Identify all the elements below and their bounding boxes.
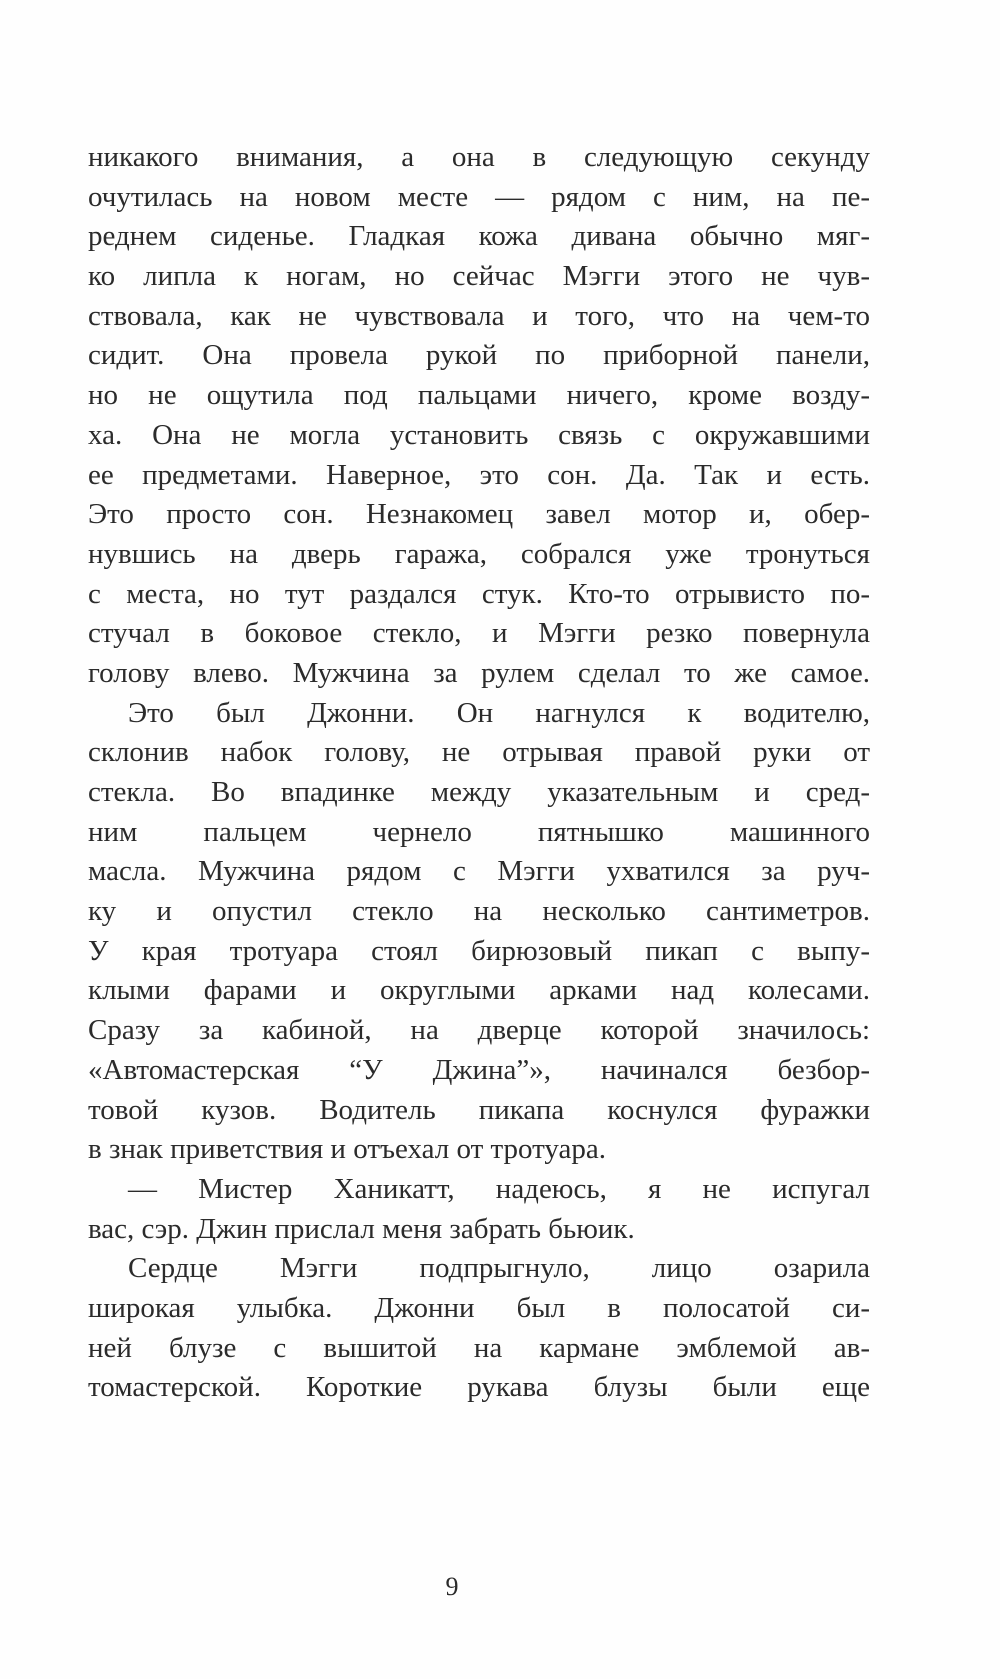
text-line: нувшись на дверь гаража, собрался уже тронуться bbox=[88, 537, 870, 570]
text-line: ха. Она не могла установить связь с окружавшими bbox=[88, 418, 870, 451]
paragraph bbox=[88, 694, 870, 1170]
text-line: У края тротуара стоял бирюзовый пикап с выпу- bbox=[88, 934, 870, 967]
text-line: ее предметами. Наверное, это сон. Да. Так и есть. bbox=[88, 458, 870, 491]
text-line: Это был Джонни. Он нагнулся к водителю, bbox=[128, 696, 870, 729]
text-line: стекла. Во впадинке между указательным и сред- bbox=[88, 776, 870, 808]
paragraph-dialogue bbox=[88, 1170, 870, 1249]
text-line: томастерской. Короткие рукава блузы были еще bbox=[88, 1371, 870, 1404]
body-text bbox=[88, 138, 870, 1408]
text-line: Это просто сон. Незнакомец завел мотор и, обер- bbox=[88, 498, 870, 531]
text-line: вас, сэр. Джин прислал меня забрать бьюик. bbox=[88, 1212, 635, 1245]
text-line: масла. Мужчина рядом с Мэгги ухватился за руч- bbox=[88, 855, 870, 888]
text-line: — Мистер Ханикатт, надеюсь, я не испугал bbox=[128, 1172, 870, 1205]
text-line: товой кузов. Водитель пикапа коснулся фуражки bbox=[88, 1093, 870, 1126]
text-line: голову влево. Мужчина за рулем сделал то же самое. bbox=[88, 656, 870, 689]
page-number: 9 bbox=[445, 1572, 459, 1601]
text-line: реднем сиденье. Гладкая кожа дивана обычно мяг- bbox=[88, 220, 870, 253]
text-line: никакого внимания, а она в следующую секунду bbox=[88, 141, 870, 173]
text-line: Сердце Мэгги подпрыгнуло, лицо озарила bbox=[128, 1252, 870, 1285]
text-line: ствовала, как не чувствовала и того, что на чем-то bbox=[88, 299, 870, 332]
text-line: в знак приветствия и отъехал от тротуара. bbox=[88, 1133, 607, 1166]
paragraph bbox=[88, 138, 870, 694]
text-line: очутилась на новом месте — рядом с ним, на пе- bbox=[88, 180, 870, 213]
text-line: сидит. Она провела рукой по приборной панели, bbox=[88, 339, 870, 372]
text-line: ним пальцем чернело пятнышко машинного bbox=[88, 815, 870, 848]
text-line: но не ощутила под пальцами ничего, кроме возду- bbox=[88, 379, 870, 412]
paragraph bbox=[88, 1249, 870, 1408]
text-line: склонив набок голову, не отрывая правой руки от bbox=[88, 736, 870, 769]
text-line: с места, но тут раздался стук. Кто-то отрывисто по- bbox=[88, 577, 870, 610]
text-line: Сразу за кабиной, на дверце которой значилось: bbox=[88, 1014, 870, 1047]
text-line: стучал в боковое стекло, и Мэгги резко повернула bbox=[88, 617, 870, 650]
text-line: ку и опустил стекло на несколько сантиметров. bbox=[88, 895, 870, 928]
text-line: ней блузе с вышитой на кармане эмблемой ав- bbox=[88, 1331, 870, 1364]
text-line: клыми фарами и округлыми арками над колесами. bbox=[88, 974, 870, 1007]
text-line: ко липла к ногам, но сейчас Мэгги этого не чув- bbox=[88, 260, 870, 293]
text-line: широкая улыбка. Джонни был в полосатой си- bbox=[88, 1291, 870, 1324]
text-line: «Автомастерская “У Джина”», начинался безбор- bbox=[88, 1053, 870, 1086]
